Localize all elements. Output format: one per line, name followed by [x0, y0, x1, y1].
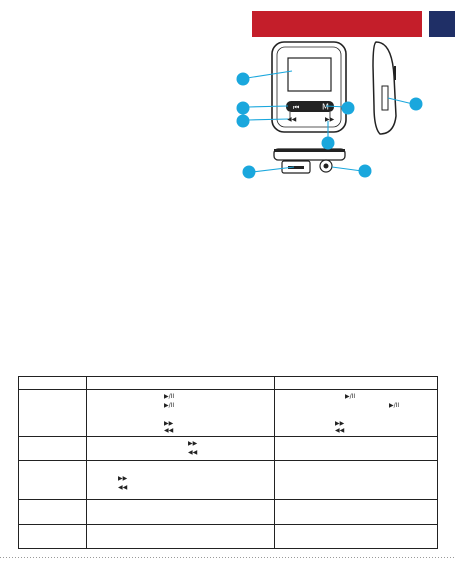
forward-icon: ▶▶ [118, 475, 128, 482]
table-row [19, 500, 438, 525]
table-cell [275, 525, 438, 549]
callout-2 [237, 102, 250, 115]
table-row [19, 390, 438, 437]
prev-track-icon: ⏮ [293, 103, 300, 112]
play-pause-icon: ▶/II [389, 402, 400, 409]
table-header-cell [275, 377, 438, 390]
device-diagram [230, 36, 455, 186]
forward-icon: ▶▶ [188, 440, 198, 447]
table-cell [19, 500, 87, 525]
controls-table [18, 376, 438, 549]
table-cell [19, 437, 87, 461]
rewind-icon: ◀◀ [164, 427, 174, 434]
callout-6 [410, 98, 423, 111]
table-cell [19, 461, 87, 500]
table-cell [87, 437, 275, 461]
table-header-row [19, 377, 438, 390]
callout-3 [237, 115, 250, 128]
footer-rule [0, 557, 455, 558]
table-row [19, 525, 438, 549]
callout-1 [237, 73, 250, 86]
callout-4 [342, 102, 355, 115]
table-cell [87, 525, 275, 549]
table-cell [275, 461, 438, 500]
table-row [19, 437, 438, 461]
header-red-bar [252, 11, 422, 37]
callout-7 [243, 166, 256, 179]
card-slot [382, 86, 388, 110]
rewind-icon: ◀◀ [335, 427, 345, 434]
callout-5 [322, 137, 335, 150]
table-cell [275, 390, 438, 437]
forward-icon: ▶▶ [164, 420, 174, 427]
table-header-cell [87, 377, 275, 390]
rewind-icon: ◀◀ [287, 116, 297, 123]
table-cell [275, 500, 438, 525]
callout-8 [359, 165, 372, 178]
rewind-icon: ◀◀ [188, 449, 198, 456]
rewind-icon: ◀◀ [118, 484, 128, 491]
table-header-cell [19, 377, 87, 390]
fast-forward-icon: ▶▶ [325, 116, 335, 123]
table-row [19, 461, 438, 500]
table-cell [19, 525, 87, 549]
player-screen [288, 58, 331, 91]
page-tab [429, 11, 455, 37]
table-cell [87, 461, 275, 500]
table-cell [87, 390, 275, 437]
play-pause-icon: ▶/II [164, 393, 175, 400]
table-cell [19, 390, 87, 437]
menu-icon: M [322, 102, 329, 112]
forward-icon: ▶▶ [335, 420, 345, 427]
table-cell [275, 437, 438, 461]
play-pause-icon: ▶/II [345, 393, 356, 400]
table-cell [87, 500, 275, 525]
play-pause-icon: ▶/II [164, 402, 175, 409]
